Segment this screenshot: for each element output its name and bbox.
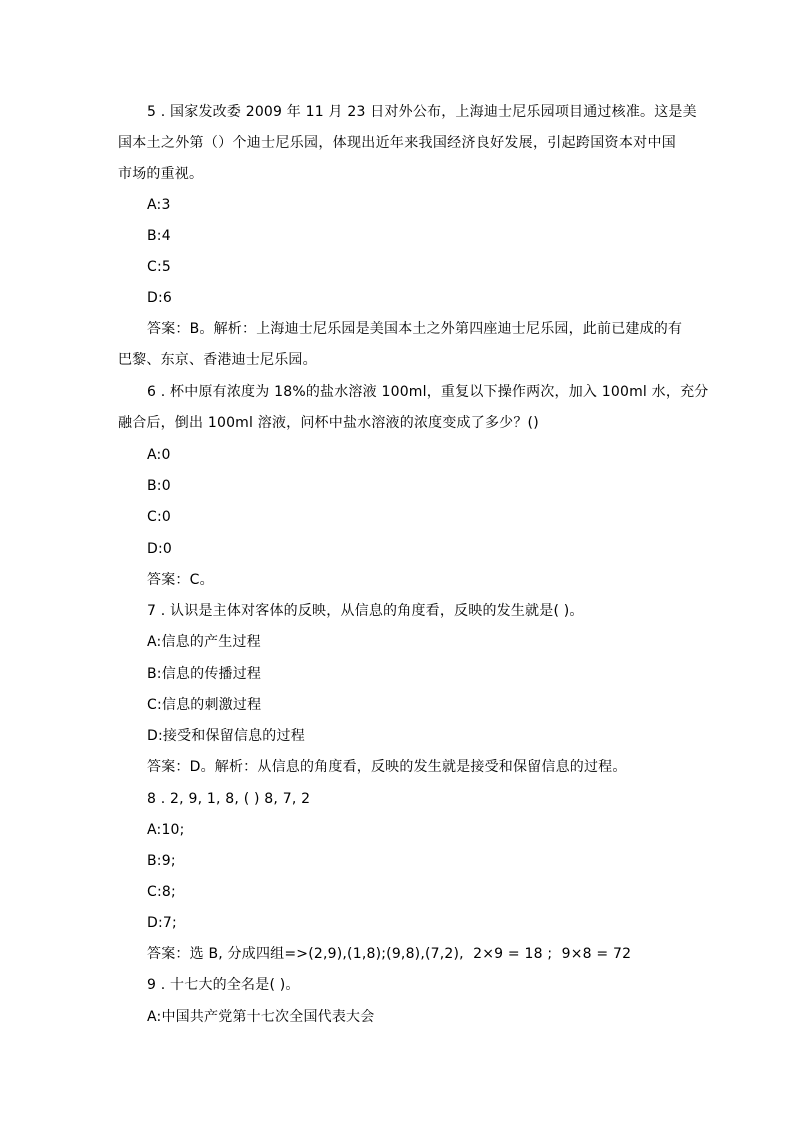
question-8-option-a: A:10; [147, 822, 185, 838]
question-6-stem-line-2: 融合后，倒出 100ml 溶液，问杯中盐水溶液的浓度变成了多少？() [118, 415, 539, 431]
question-5-answer-line-1: 答案：B。解析：上海迪士尼乐园是美国本土之外第四座迪士尼乐园，此前已建成的有 [147, 321, 683, 337]
question-8-answer: 答案：选 B, 分成四组=>(2,9),(1,8);(9,8),(7,2), 2×9 = 18 ; 9×8 = 72 [147, 946, 632, 962]
question-9-option-a: A:中国共产党第十七次全国代表大会 [147, 1009, 375, 1025]
question-6-answer: 答案：C。 [147, 572, 214, 588]
question-7-stem: 7 . 认识是主体对客体的反映，从信息的角度看，反映的发生就是( )。 [147, 603, 584, 619]
question-8-option-b: B:9; [147, 853, 176, 869]
question-5-option-b: B:4 [147, 228, 171, 244]
question-6-option-c: C:0 [147, 509, 171, 525]
question-6-option-b: B:0 [147, 478, 171, 494]
question-6-stem-line-1: 6 . 杯中原有浓度为 18%的盐水溶液 100ml，重复以下操作两次，加入 100ml 水，充分 [147, 384, 709, 400]
question-5-stem-line-1: 5 . 国家发改委 2009 年 11 月 23 日对外公布，上海迪士尼乐园项目通过核准。这是美 [147, 104, 697, 120]
question-5-option-a: A:3 [147, 197, 171, 213]
question-8-option-c: C:8; [147, 884, 176, 900]
question-6-option-a: A:0 [147, 447, 171, 463]
question-5-answer-line-2: 巴黎、东京、香港迪士尼乐园。 [118, 352, 317, 368]
question-6-option-d: D:0 [147, 541, 173, 557]
question-7-option-c: C:信息的刺激过程 [147, 697, 262, 713]
question-7-option-a: A:信息的产生过程 [147, 634, 261, 650]
question-8-option-d: D:7; [147, 915, 177, 931]
question-5-option-d: D:6 [147, 290, 173, 306]
question-5-option-c: C:5 [147, 259, 171, 275]
question-8-stem: 8 . 2, 9, 1, 8, ( ) 8, 7, 2 [147, 791, 311, 807]
question-7-option-d: D:接受和保留信息的过程 [147, 728, 305, 744]
question-7-answer: 答案：D。解析：从信息的角度看，反映的发生就是接受和保留信息的过程。 [147, 759, 627, 775]
question-9-stem: 9 . 十七大的全名是( )。 [147, 977, 300, 993]
question-5-stem-line-3: 市场的重视。 [118, 166, 204, 182]
question-5-stem-line-2: 国本土之外第（）个迪士尼乐园，体现出近年来我国经济良好发展，引起跨国资本对中国 [118, 135, 676, 151]
question-7-option-b: B:信息的传播过程 [147, 666, 262, 682]
